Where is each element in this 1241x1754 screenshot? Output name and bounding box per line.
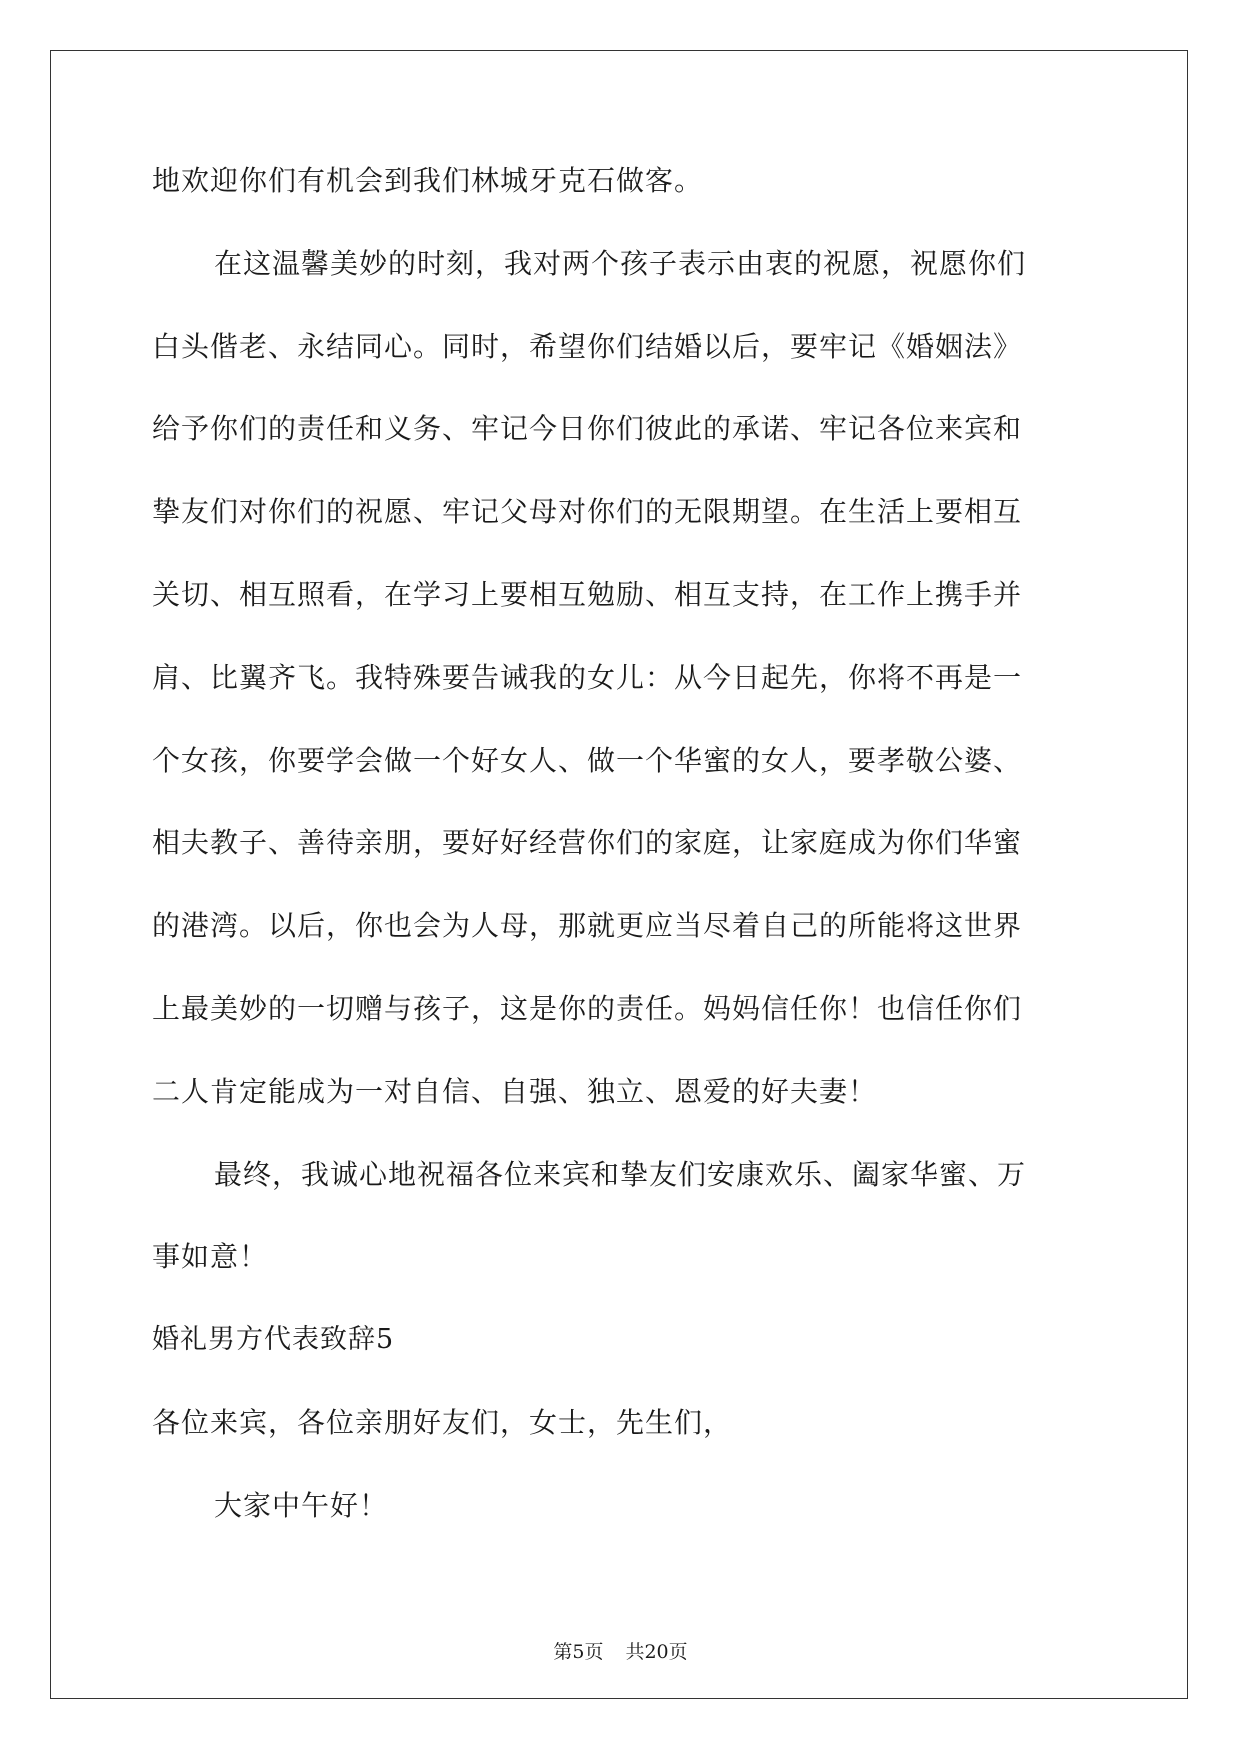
text-line: 关切、相互照看，在学习上要相互勉励、相互支持，在工作上携手并 <box>152 577 1023 611</box>
page-number: 第5页 <box>553 1641 604 1663</box>
page-total: 共20页 <box>625 1641 688 1663</box>
text-line: 个女孩，你要学会做一个好女人、做一个华蜜的女人，要孝敬公婆、 <box>152 743 1023 777</box>
text-line: 肩、比翼齐飞。我特殊要告诫我的女儿：从今日起先，你将不再是一 <box>152 660 1023 694</box>
text-line: 事如意！ <box>152 1240 269 1274</box>
page-footer <box>0 1640 1241 1664</box>
section-heading: 婚礼男方代表致辞5 <box>152 1324 395 1356</box>
greeting-line: 大家中午好！ <box>214 1488 389 1522</box>
text-line: 的港湾。以后，你也会为人母，那就更应当尽着自己的所能将这世界 <box>152 909 1023 943</box>
text-line: 地欢迎你们有机会到我们林城牙克石做客。 <box>152 164 704 197</box>
paragraph-start-line: 在这温馨美妙的时刻，我对两个孩子表示由衷的祝愿，祝愿你们 <box>214 246 1027 280</box>
document-body <box>152 163 1082 1571</box>
text-line: 白头偕老、永结同心。同时，希望你们结婚以后，要牢记《婚姻法》 <box>152 329 1023 363</box>
text-line: 二人肯定能成为一对自信、自强、独立、恩爱的好夫妻！ <box>152 1074 878 1108</box>
salutation-line: 各位来宾，各位亲朋好友们，女士，先生们， <box>152 1405 733 1439</box>
text-line: 挚友们对你们的祝愿、牢记父母对你们的无限期望。在生活上要相互 <box>152 495 1023 529</box>
paragraph-start-line: 最终，我诚心地祝福各位来宾和挚友们安康欢乐、阖家华蜜、万 <box>214 1157 1027 1191</box>
text-line: 相夫教子、善待亲朋，要好好经营你们的家庭，让家庭成为你们华蜜 <box>152 826 1023 860</box>
text-line: 给予你们的责任和义务、牢记今日你们彼此的承诺、牢记各位来宾和 <box>152 412 1023 446</box>
text-line: 上最美妙的一切赠与孩子，这是你的责任。妈妈信任你！也信任你们 <box>152 991 1023 1025</box>
